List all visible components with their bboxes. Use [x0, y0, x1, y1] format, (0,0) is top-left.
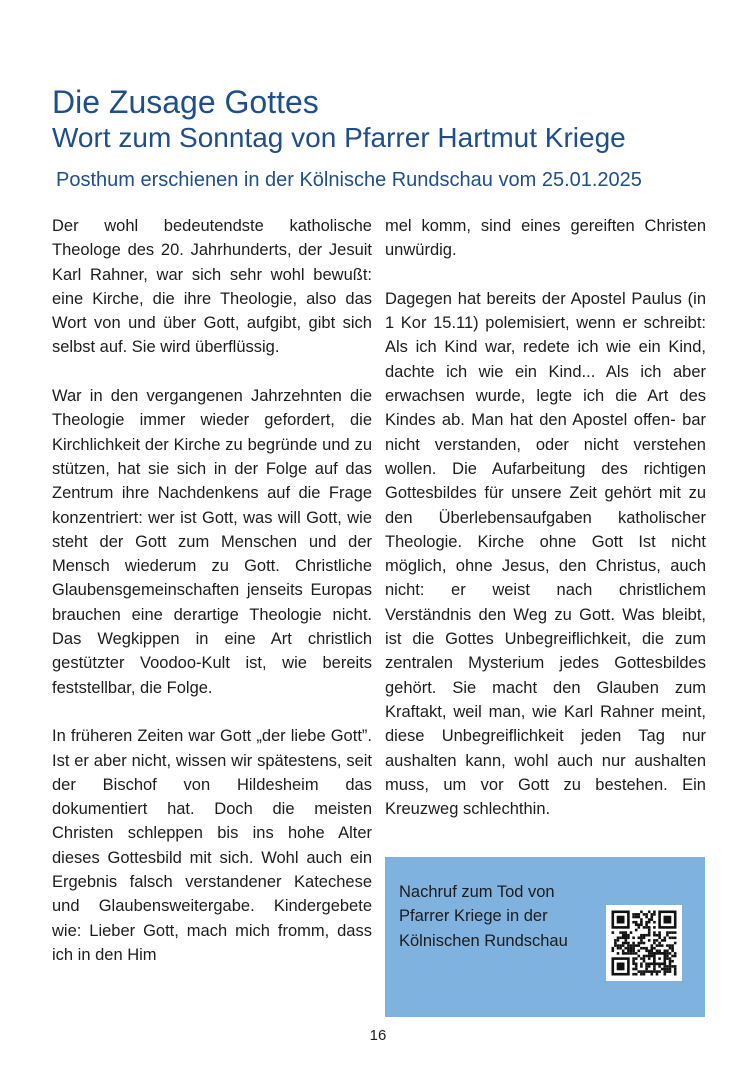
obituary-info-box	[385, 857, 705, 1017]
page-number: 16	[369, 1027, 387, 1044]
article-paragraph: Dagegen hat bereits der Apostel Paulus (in 1 Kor 15.11) polemisiert, wenn er schreibt: Als ich Kind war, redete ich wie ein Kind, dachte ich wie ein Kind... Als ich aber erwachsen wurde, legte ich die Art des Kindes ab. Man hat den Apostel offen- bar nicht verstanden, oder nicht verstehen wollen. Die Aufarbeitung des richtigen Gottesbildes für unsere Zeit gehört mit zu den Überlebensaufgaben katholischer Theologie. Kirche ohne Gott Ist nicht möglich, ohne Jesus, den Christus, auch nicht: er weist nach christlichem Verständnis den Weg zu Gott. Was bleibt, ist die Gottes Unbegreiflichkeit, die zum zentralen Mysterium jedes Gottesbildes gehört. Sie macht den Glauben zum Kraftakt, weil man, wie Karl Rahner meint, diese Unbegreiflichkeit jeden Tag nur aushalten kann, wohl auch nur aushalten muss, um vor Gott zu bestehen. Ein Kreuzweg schlechthin.	[385, 289, 706, 819]
article-column-right	[385, 214, 706, 846]
qr-code-icon[interactable]	[606, 905, 682, 981]
article-paragraph: War in den vergangenen Jahrzehnten die Theologie immer wieder gefordert, die Kirchlichkeit der Kirche zu begründe und zu stützen, hat sie sich in der Folge auf das Zentrum ihre Nachdenkens auf die Frage konzentriert: wer ist Gott, was will Gott, wie steht der Gott zum Menschen und der Mensch wiederum zu Gott. Christliche Glaubensgemeinschaften jenseits Europas brauchen eine derartige Theologie nicht. Das Wegkippen in eine Art christlich gestützter Voodoo-Kult ist, wie bereits feststellbar, die Folge.	[52, 387, 372, 697]
article-paragraph: In früheren Zeiten war Gott „der liebe Gott”. Ist er aber nicht, wissen wir spätestens, seit der Bischof von Hildesheim das dokumentiert hat. Doch die meisten Christen schleppen bis ins hohe Alter dieses Gottesbild mit sich. Wohl auch ein Ergebnis falsch verstandener Katechese und Glaubensweitergabe. Kindergebete wie: Lieber Gott, mach mich fromm, dass ich in den Him	[52, 727, 372, 964]
article-column-left	[52, 214, 372, 992]
publication-note: Posthum erschienen in der Kölnische Rundschau vom 25.01.2025	[56, 169, 642, 191]
page-subtitle: Wort zum Sonntag von Pfarrer Hartmut Kriege	[52, 122, 626, 153]
page-title: Die Zusage Gottes	[52, 84, 319, 120]
obituary-info-text: Nachruf zum Tod von Pfarrer Kriege in der Kölnischen Rundschau	[399, 883, 568, 950]
article-paragraph: mel komm, sind eines gereiften Christen unwürdig.	[385, 217, 706, 260]
article-paragraph: Der wohl bedeutendste katholische Theologe des 20. Jahrhunderts, der Jesuit Karl Rahner, war sich sehr wohl bewußt: eine Kirche, die ihre Theologie, also das Wort von und über Gott, aufgibt, gibt sich selbst auf. Sie wird überflüssig.	[52, 217, 372, 357]
